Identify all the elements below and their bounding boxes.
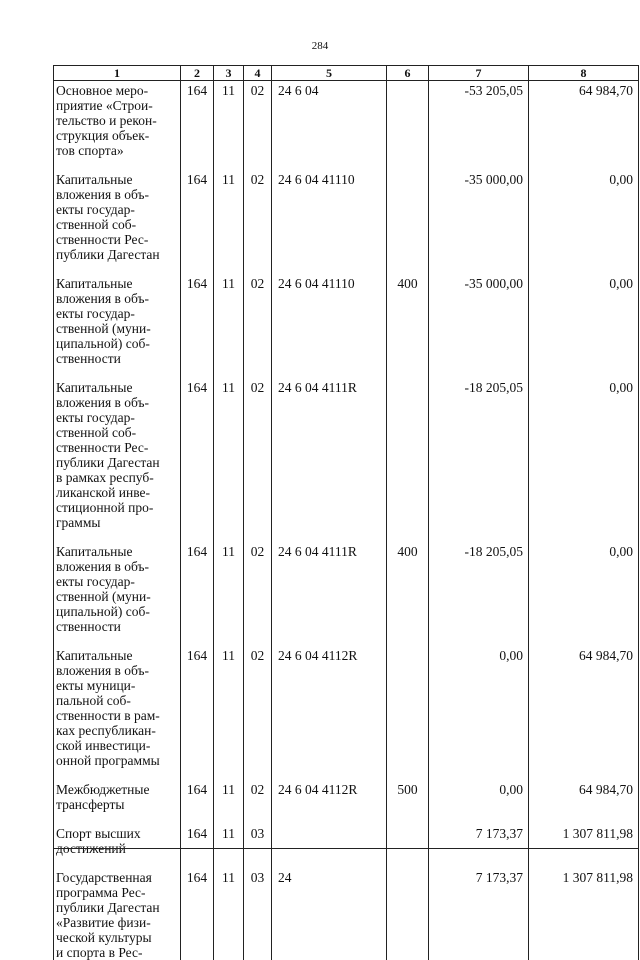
row-name-line: приятие «Строи- [56, 98, 153, 113]
cell-c7: -35 000,00 [429, 276, 529, 380]
row-name-cell [54, 782, 181, 826]
table-row [54, 782, 639, 826]
cell-c3: 11 [214, 380, 244, 544]
cell-c5: 24 6 04 4112R [272, 782, 387, 826]
header-cell: 7 [429, 66, 529, 81]
cell-c7: -18 205,05 [429, 544, 529, 648]
row-name-line: тов спорта» [56, 143, 124, 158]
row-name-line: екты государ- [56, 574, 135, 589]
cell-c4: 02 [244, 782, 272, 826]
row-name-cell [54, 276, 181, 380]
cell-c6 [387, 648, 429, 782]
cell-c6: 400 [387, 544, 429, 648]
row-name-line: тельство и рекон- [56, 113, 157, 128]
row-name-line: программа Рес- [56, 885, 146, 900]
cell-c2: 164 [181, 172, 214, 276]
row-name-line: ской инвестици- [56, 738, 151, 753]
row-name-line: Капитальные [56, 544, 133, 559]
row-name-line: «Развитие физи- [56, 915, 151, 930]
cell-c7: -18 205,05 [429, 380, 529, 544]
cell-c4: 02 [244, 544, 272, 648]
cell-c4: 02 [244, 648, 272, 782]
cell-c8: 0,00 [529, 172, 639, 276]
cell-c5: 24 6 04 41110 [272, 172, 387, 276]
cell-c5: 24 6 04 4111R [272, 544, 387, 648]
cell-c6 [387, 870, 429, 960]
cell-c4: 03 [244, 826, 272, 870]
cell-c3: 11 [214, 648, 244, 782]
row-name-line: екты государ- [56, 306, 135, 321]
cell-c8: 0,00 [529, 544, 639, 648]
row-name-line: Основное меро- [56, 83, 149, 98]
row-name-line: граммы [56, 515, 101, 530]
cell-c3: 11 [214, 870, 244, 960]
cell-c5: 24 6 04 41110 [272, 276, 387, 380]
cell-c8: 1 307 811,98 [529, 826, 639, 870]
table-bottom-border [53, 848, 638, 849]
row-name-line: Капитальные [56, 380, 133, 395]
header-cell: 3 [214, 66, 244, 81]
header-cell: 8 [529, 66, 639, 81]
cell-c5: 24 6 04 4112R [272, 648, 387, 782]
row-name-line: ственности [56, 351, 121, 366]
cell-c7: 0,00 [429, 782, 529, 826]
cell-c6 [387, 380, 429, 544]
row-name-line: ственности Рес- [56, 440, 149, 455]
cell-c2: 164 [181, 544, 214, 648]
cell-c2: 164 [181, 648, 214, 782]
row-name-cell [54, 81, 181, 173]
row-name-line: ках республикан- [56, 723, 156, 738]
table-row [54, 172, 639, 276]
cell-c3: 11 [214, 826, 244, 870]
cell-c7: 0,00 [429, 648, 529, 782]
row-name-line: публики Дагестан [56, 247, 160, 262]
cell-c8: 0,00 [529, 276, 639, 380]
row-name-line: екты муници- [56, 678, 136, 693]
row-name-line: вложения в объ- [56, 663, 150, 678]
row-name-line: ственности в рам- [56, 708, 160, 723]
header-cell: 6 [387, 66, 429, 81]
row-name-line: в рамках респуб- [56, 470, 154, 485]
row-name-line: Капитальные [56, 172, 133, 187]
row-name-line: трансферты [56, 797, 125, 812]
row-name-line: вложения в объ- [56, 291, 150, 306]
row-name-cell [54, 380, 181, 544]
cell-c2: 164 [181, 276, 214, 380]
row-name-line: публики Дагестан [56, 455, 160, 470]
cell-c2: 164 [181, 870, 214, 960]
row-name-line: ственной (муни- [56, 589, 151, 604]
header-cell: 4 [244, 66, 272, 81]
row-name-line: екты государ- [56, 410, 135, 425]
row-name-line: и спорта в Рес- [56, 945, 143, 960]
header-cell: 5 [272, 66, 387, 81]
row-name-cell [54, 870, 181, 960]
cell-c7: 7 173,37 [429, 870, 529, 960]
cell-c2: 164 [181, 782, 214, 826]
table-row [54, 544, 639, 648]
row-name-line: ственности Рес- [56, 232, 149, 247]
cell-c2: 164 [181, 826, 214, 870]
cell-c8: 64 984,70 [529, 648, 639, 782]
cell-c4: 02 [244, 172, 272, 276]
header-row [54, 66, 639, 81]
row-name-line: ственной соб- [56, 217, 137, 232]
cell-c8: 64 984,70 [529, 81, 639, 173]
row-name-line: онной программы [56, 753, 160, 768]
row-name-line: Капитальные [56, 648, 133, 663]
row-name-line: ческой культуры [56, 930, 152, 945]
cell-c7: 7 173,37 [429, 826, 529, 870]
row-name-line: вложения в объ- [56, 559, 150, 574]
header-cell: 1 [54, 66, 181, 81]
cell-c4: 02 [244, 276, 272, 380]
row-name-line: екты государ- [56, 202, 135, 217]
row-name-line: Капитальные [56, 276, 133, 291]
cell-c6: 400 [387, 276, 429, 380]
header-cell: 2 [181, 66, 214, 81]
table-row [54, 648, 639, 782]
cell-c4: 02 [244, 380, 272, 544]
row-name-line: струкция объек- [56, 128, 150, 143]
cell-c3: 11 [214, 172, 244, 276]
cell-c6 [387, 81, 429, 173]
page-number: 284 [311, 40, 329, 52]
budget-table [53, 65, 639, 960]
cell-c5: 24 6 04 4111R [272, 380, 387, 544]
row-name-line: стиционной про- [56, 500, 154, 515]
cell-c7: -53 205,05 [429, 81, 529, 173]
row-name-line: вложения в объ- [56, 395, 150, 410]
cell-c8: 0,00 [529, 380, 639, 544]
cell-c6 [387, 172, 429, 276]
table-row [54, 870, 639, 960]
row-name-cell [54, 544, 181, 648]
row-name-line: ципальной) соб- [56, 336, 150, 351]
cell-c2: 164 [181, 380, 214, 544]
cell-c2: 164 [181, 81, 214, 173]
cell-c5: 24 6 04 [272, 81, 387, 173]
cell-c8: 64 984,70 [529, 782, 639, 826]
cell-c4: 03 [244, 870, 272, 960]
cell-c3: 11 [214, 81, 244, 173]
row-name-line: Спорт высших [56, 826, 141, 841]
row-name-line: ственной соб- [56, 425, 137, 440]
row-name-line: ственности [56, 619, 121, 634]
cell-c3: 11 [214, 276, 244, 380]
row-name-line: пальной соб- [56, 693, 131, 708]
row-name-line: Межбюджетные [56, 782, 150, 797]
table-row [54, 380, 639, 544]
cell-c3: 11 [214, 782, 244, 826]
row-name-line: ственной (муни- [56, 321, 151, 336]
row-name-line: достижений [56, 841, 126, 856]
row-name-cell [54, 172, 181, 276]
cell-c8: 1 307 811,98 [529, 870, 639, 960]
row-name-line: ципальной) соб- [56, 604, 150, 619]
cell-c4: 02 [244, 81, 272, 173]
table-row [54, 81, 639, 173]
cell-c6: 500 [387, 782, 429, 826]
row-name-line: ликанской инве- [56, 485, 150, 500]
cell-c7: -35 000,00 [429, 172, 529, 276]
table-row [54, 276, 639, 380]
cell-c5: 24 [272, 870, 387, 960]
row-name-line: публики Дагестан [56, 900, 160, 915]
row-name-line: вложения в объ- [56, 187, 150, 202]
cell-c3: 11 [214, 544, 244, 648]
row-name-cell [54, 648, 181, 782]
row-name-line: Государственная [56, 870, 152, 885]
